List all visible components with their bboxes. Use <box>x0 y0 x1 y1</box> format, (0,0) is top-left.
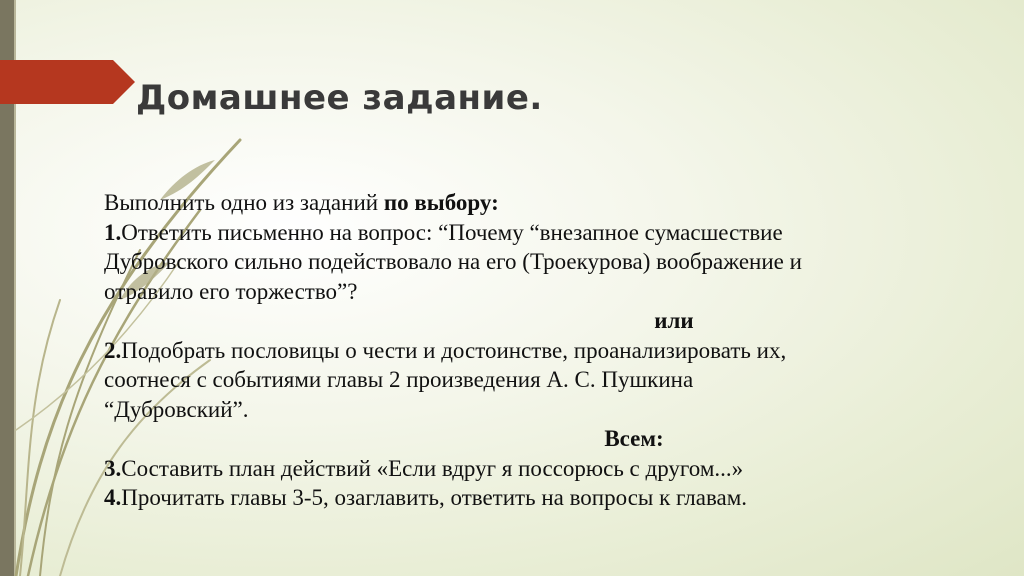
all-label: Всем: <box>604 426 664 451</box>
task1-line2: Дубровского сильно подействовало на его (Троекурова) воображение и <box>104 249 802 274</box>
task2-text-1: Подобрать пословицы о чести и достоинстве, проанализировать их, <box>121 337 787 363</box>
task3-line <box>104 454 1004 484</box>
intro-line <box>104 188 1004 218</box>
task4-number: 4. <box>104 485 122 510</box>
task3-text: Составить план действий «Если вдруг я поссорюсь с другом...» <box>121 455 744 481</box>
intro-text: Выполнить одно из заданий <box>104 190 384 215</box>
task1-line3: отравило его торжество”? <box>104 278 358 304</box>
task1-line1 <box>104 218 1004 248</box>
all-label-line <box>104 424 1004 454</box>
task1-number: 1. <box>104 219 122 245</box>
assignment-body <box>104 188 1004 513</box>
ribbon-arrow-icon <box>0 60 135 104</box>
task1-text-1: Ответить письменно на вопрос: “Почему “внезапное сумасшествие <box>121 219 783 245</box>
task3-number: 3. <box>104 455 122 481</box>
task2-line1 <box>104 336 1004 366</box>
task4-text: Прочитать главы 3-5, озаглавить, ответить на вопросы к главам. <box>121 485 748 510</box>
intro-bold: по выбору: <box>383 190 499 215</box>
task2-number: 2. <box>104 337 122 363</box>
slide-title: Домашнее задание. <box>136 78 543 118</box>
task2-line3: “Дубровский”. <box>104 396 249 422</box>
task4-line <box>104 483 1004 513</box>
or-label: или <box>654 308 694 333</box>
task2-line2: соотнеся с событиями главы 2 произведения А. С. Пушкина <box>104 367 694 392</box>
or-label-line <box>104 306 1004 336</box>
